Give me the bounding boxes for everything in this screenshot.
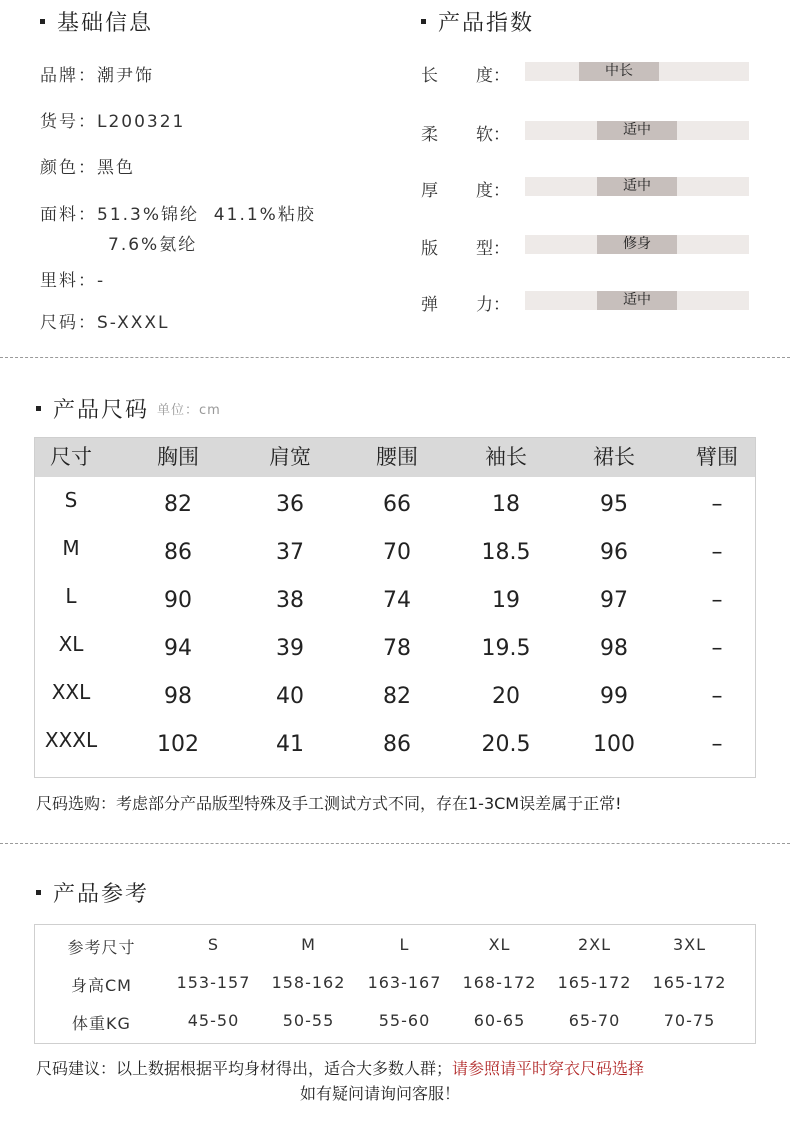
info-row-sku [40,107,185,132]
info-value: 潮尹饰 [97,66,154,86]
size-value-cell: – [711,540,723,565]
index-row-softness [421,120,751,145]
size-value-cell: 102 [157,732,199,757]
size-value-cell: 39 [276,636,304,661]
reference-value-cell: L [399,935,410,954]
reference-table [34,924,756,1044]
size-chart-unit: 单位：cm [157,403,221,418]
reference-value-cell: 45-50 [187,1011,240,1030]
info-label: 尺码： [40,313,97,333]
size-chart-title [36,393,221,424]
index-marker: 中长 [579,62,659,81]
size-value-cell: 78 [383,636,411,661]
index-marker: 适中 [597,121,677,140]
reference-value-cell: 70-75 [663,1011,716,1030]
index-row-length [421,61,751,86]
info-value: L200321 [97,112,186,132]
reference-value-cell: 158-162 [271,973,346,992]
reference-note-text: 尺码建议：以上数据根据平均身材得出，适合大多数人群； [36,1059,453,1078]
size-value-cell: 74 [383,588,411,613]
info-value: 7.6%氨纶 [108,235,198,255]
size-note: 尺码选购：考虑部分产品版型特殊及手工测试方式不同，存在1-3CM误差属于正常! [36,794,622,813]
info-value: 51.3%锦纶 41.1%粘胶 [97,205,316,225]
info-value: - [97,271,106,291]
product-index-title-text: 产品指数 [438,11,535,36]
index-label-suffix: 度： [476,66,510,86]
size-value-cell: 38 [276,588,304,613]
reference-note [36,1056,644,1079]
size-value-cell: 40 [276,684,304,709]
info-row-color [40,153,135,178]
index-marker: 适中 [597,291,677,310]
size-value-cell: 98 [600,636,628,661]
size-value-cell: 100 [593,732,635,757]
reference-row-label: 体重KG [72,1014,131,1033]
reference-value-cell: 165-172 [557,973,632,992]
info-label: 颜色： [40,158,97,178]
bullet-icon [36,406,41,411]
size-label-cell: L [65,584,77,608]
info-row-size [40,308,170,333]
size-value-cell: 18.5 [481,540,531,565]
size-label-cell: XL [58,632,84,656]
reference-value-cell: S [207,935,220,954]
product-index-title [421,6,534,37]
reference-value-cell: 2XL [577,935,612,954]
index-label: 长 [421,66,438,86]
size-value-cell: 36 [276,492,304,517]
reference-value-cell: 60-65 [473,1011,526,1030]
info-value: S-XXXL [97,313,170,333]
bullet-icon [36,890,41,895]
reference-value-cell: 50-55 [282,1011,335,1030]
reference-row-label: 身高CM [71,976,132,995]
reference-value-cell: 153-157 [176,973,251,992]
size-header-cell: 尺寸 [50,445,92,469]
size-value-cell: 66 [383,492,411,517]
size-table-header [35,438,755,477]
info-row-fabric [40,200,316,225]
index-row-elasticity [421,290,751,315]
reference-value-cell: 55-60 [378,1011,431,1030]
index-label-suffix: 度： [476,181,510,201]
index-bar [525,62,749,81]
size-label-cell: XXL [51,680,91,704]
size-value-cell: 37 [276,540,304,565]
size-value-cell: 90 [164,588,192,613]
size-value-cell: – [711,588,723,613]
size-value-cell: 18 [492,492,520,517]
index-label: 柔 [421,125,438,145]
size-value-cell: 19 [492,588,520,613]
basic-info-title [40,6,153,37]
size-header-cell: 臂围 [696,445,738,469]
size-value-cell: – [711,684,723,709]
size-value-cell: 41 [276,732,304,757]
size-header-cell: 腰围 [376,445,418,469]
index-label: 厚 [421,181,438,201]
size-table [34,437,756,778]
bullet-icon [421,19,426,24]
size-chart-title-text: 产品尺码 [53,398,150,423]
reference-title-text: 产品参考 [53,882,150,907]
size-value-cell: – [711,636,723,661]
info-label: 面料： [40,205,97,225]
size-value-cell: 94 [164,636,192,661]
info-label: 品牌： [40,66,97,86]
size-value-cell: 20.5 [481,732,531,757]
reference-value-cell: 3XL [672,935,707,954]
size-value-cell: 70 [383,540,411,565]
size-header-cell: 袖长 [485,445,527,469]
size-value-cell: 96 [600,540,628,565]
size-label-cell: S [64,488,78,512]
size-value-cell: 95 [600,492,628,517]
index-label-suffix: 型： [476,239,510,259]
size-value-cell: – [711,492,723,517]
info-row-lining [40,266,105,291]
info-value: 黑色 [97,158,135,178]
size-label-cell: M [62,536,80,560]
size-header-cell: 胸围 [157,445,199,469]
info-label: 货号： [40,112,97,132]
size-value-cell: – [711,732,723,757]
size-value-cell: 20 [492,684,520,709]
basic-info-title-text: 基础信息 [57,11,154,36]
size-value-cell: 19.5 [481,636,531,661]
index-row-thickness [421,176,751,201]
size-value-cell: 82 [383,684,411,709]
index-row-fit [421,234,751,259]
index-marker: 适中 [597,177,677,196]
size-value-cell: 82 [164,492,192,517]
size-value-cell: 98 [164,684,192,709]
size-value-cell: 99 [600,684,628,709]
reference-note-line2: 如有疑问请询问客服！ [300,1084,461,1103]
size-value-cell: 97 [600,588,628,613]
bullet-icon [40,19,45,24]
size-value-cell: 86 [164,540,192,565]
index-marker: 修身 [597,235,677,254]
section-divider [0,843,790,844]
section-divider [0,357,790,358]
index-label-suffix: 软： [476,125,510,145]
reference-title [36,877,149,908]
reference-value-cell: 163-167 [367,973,442,992]
info-label: 里料： [40,271,97,291]
index-label-suffix: 力： [476,295,510,315]
size-header-cell: 裙长 [593,445,635,469]
reference-value-cell: 165-172 [652,973,727,992]
info-row-fabric-line2 [108,230,197,255]
index-label: 弹 [421,295,438,315]
size-header-cell: 肩宽 [269,445,311,469]
reference-row-label: 参考尺寸 [67,938,136,957]
reference-value-cell: 168-172 [462,973,537,992]
info-row-brand [40,61,154,86]
index-label: 版 [421,239,438,259]
reference-value-cell: M [301,935,316,954]
index-bar [525,177,749,196]
size-value-cell: 86 [383,732,411,757]
index-bar [525,235,749,254]
reference-value-cell: XL [488,935,511,954]
index-bar [525,291,749,310]
index-bar [525,121,749,140]
reference-note-highlight: 请参照请平时穿衣尺码选择 [452,1059,645,1078]
size-label-cell: XXXL [44,728,98,752]
reference-value-cell: 65-70 [568,1011,621,1030]
